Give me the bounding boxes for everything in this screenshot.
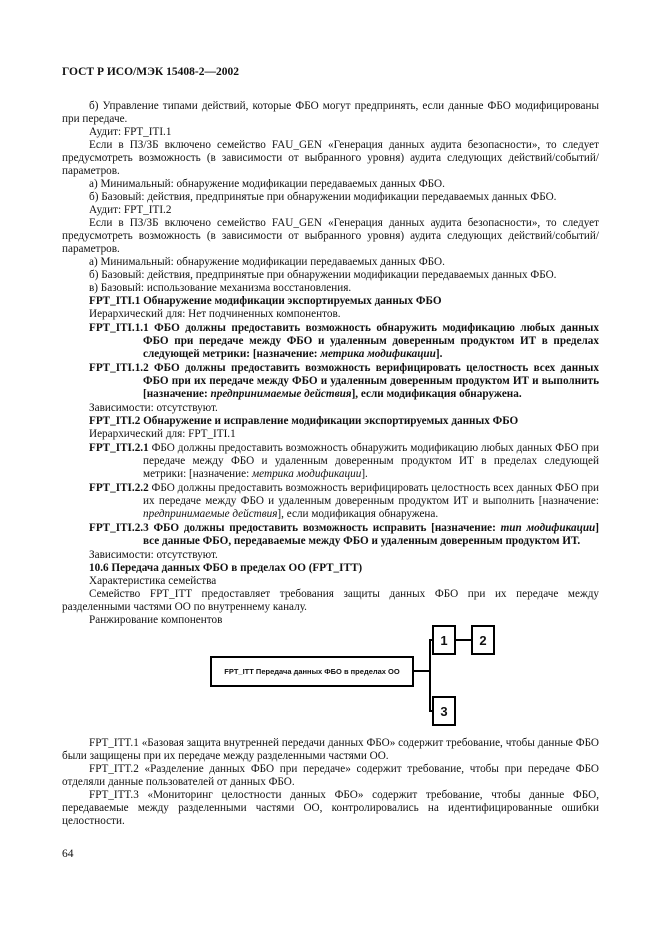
component-box-1: 1 (432, 625, 456, 655)
element-label: FPT_ITI.1.1 (89, 322, 149, 334)
element-definition: FPT_ITI.1.1 ФБО должны предоставить возможность обнаружить модификацию любых данных ФБО при передаче между ФБО и удаленным доверенным продуктом ИТ в пределах следующей метрики: [назначение: метрика модификации]. (89, 322, 600, 360)
component-box-3: 3 (432, 696, 456, 726)
paragraph: Характеристика семейства (89, 575, 217, 587)
page-content (62, 100, 599, 828)
family-box: FPT_ITT Передача данных ФБО в пределах ОО (210, 656, 414, 687)
element-label: FPT_ITI.1.2 (89, 362, 149, 374)
connector-line (414, 670, 430, 672)
element-label: FPT_ITI.2.1 (89, 442, 149, 454)
element-definition: FPT_ITI.1.2 ФБО должны предоставить возможность верифицировать целостность всех данных ФБО при их передаче между ФБО и удаленным доверенным продуктом ИТ и выполнить [назначение: предпринимаемые действия], если модификация обнаружена. (89, 362, 599, 400)
paragraph: в) Базовый: использование механизма восстановления. (89, 282, 352, 294)
paragraph: б) Базовый: действия, предпринятые при обнаружении модификации передаваемых данных ФБО. (89, 191, 557, 203)
paragraph: Ранжирование компонентов (89, 614, 223, 626)
paragraph: Зависимости: отсутствуют. (89, 549, 218, 561)
paragraph: Зависимости: отсутствуют. (89, 402, 218, 414)
paragraph: Иерархический для: FPT_ITI.1 (89, 428, 236, 440)
component-heading: FPT_ITI.1 Обнаружение модификации экспортируемых данных ФБО (89, 295, 442, 307)
connector-line (456, 639, 472, 641)
paragraph: Аудит: FPT_ITI.1 (89, 126, 172, 138)
element-label: FPT_ITI.2.2 (89, 482, 149, 494)
paragraph: а) Минимальный: обнаружение модификации передаваемых данных ФБО. (89, 256, 445, 268)
paragraph: Иерархический для: Нет подчиненных компонентов. (89, 308, 341, 320)
element-definition: FPT_ITI.2.3 ФБО должны предоставить возможность исправить [назначение: тип модификации] все данные ФБО, передаваемые между ФБО и удаленным доверенным продуктом ИТ. (89, 522, 600, 547)
paragraph: Аудит: FPT_ITI.2 (89, 204, 172, 216)
page-number: 64 (62, 848, 74, 860)
connector-line (429, 639, 431, 711)
paragraph: FPT_ITT.2 «Разделение данных ФБО при передаче» содержит требование, чтобы при передаче ФБО отделяли данные пользователей от данных ФБО. (62, 763, 599, 788)
paragraph: FPT_ITT.3 «Мониторинг целостности данных ФБО» содержит требование, чтобы данные ФБО, передаваемые между разделенными частями ОО, контролировались на идентифицированные ошибки целостности. (62, 789, 599, 827)
paragraph: Если в ПЗ/ЗБ включено семейство FAU_GEN «Генерация данных аудита безопасности», то следует предусмотреть возможность (в зависимости от выбранного уровня) аудита следующих действий/событий/параметров. (62, 139, 599, 177)
paragraph: Если в ПЗ/ЗБ включено семейство FAU_GEN «Генерация данных аудита безопасности», то следует предусмотреть возможность (в зависимости от выбранного уровня) аудита следующих действий/событий/параметров. (62, 217, 599, 255)
component-box-2: 2 (471, 625, 495, 655)
element-definition: FPT_ITI.2.2 ФБО должны предоставить возможность верифицировать целостность всех данных ФБО при их передаче между ФБО и удаленным доверенным продуктом ИТ и выполнить [назначение: предпринимаемые действия], если модификация обнаружена. (89, 482, 600, 520)
paragraph: б) Управление типами действий, которые ФБО могут предпринять, если данные ФБО модифицированы при передаче. (62, 100, 599, 125)
component-leveling-diagram (62, 633, 599, 729)
paragraph: б) Базовый: действия, предпринятые при обнаружении модификации передаваемых данных ФБО. (89, 269, 557, 281)
section-heading: 10.6 Передача данных ФБО в пределах ОО (FPT_ITT) (89, 562, 363, 574)
document-header: ГОСТ Р ИСО/МЭК 15408-2—2002 (62, 66, 239, 78)
element-label: FPT_ITI.2.3 (89, 522, 149, 534)
paragraph: FPT_ITT.1 «Базовая защита внутренней передачи данных ФБО» содержит требование, чтобы данные ФБО были защищены при их передаче между разделенными частями ОО. (62, 737, 599, 762)
paragraph: Семейство FPT_ITT предоставляет требования защиты данных ФБО при их передаче между разделенными частями ОО по внутреннему каналу. (62, 588, 599, 613)
component-heading: FPT_ITI.2 Обнаружение и исправление модификации экспортируемых данных ФБО (89, 415, 519, 427)
paragraph: а) Минимальный: обнаружение модификации передаваемых данных ФБО. (89, 178, 445, 190)
element-definition: FPT_ITI.2.1 ФБО должны предоставить возможность обнаружить модификацию любых данных ФБО при передаче между ФБО и удаленным доверенным продуктом ИТ в пределах следующей метрики: [назначение: метрика модификации]. (89, 442, 600, 480)
